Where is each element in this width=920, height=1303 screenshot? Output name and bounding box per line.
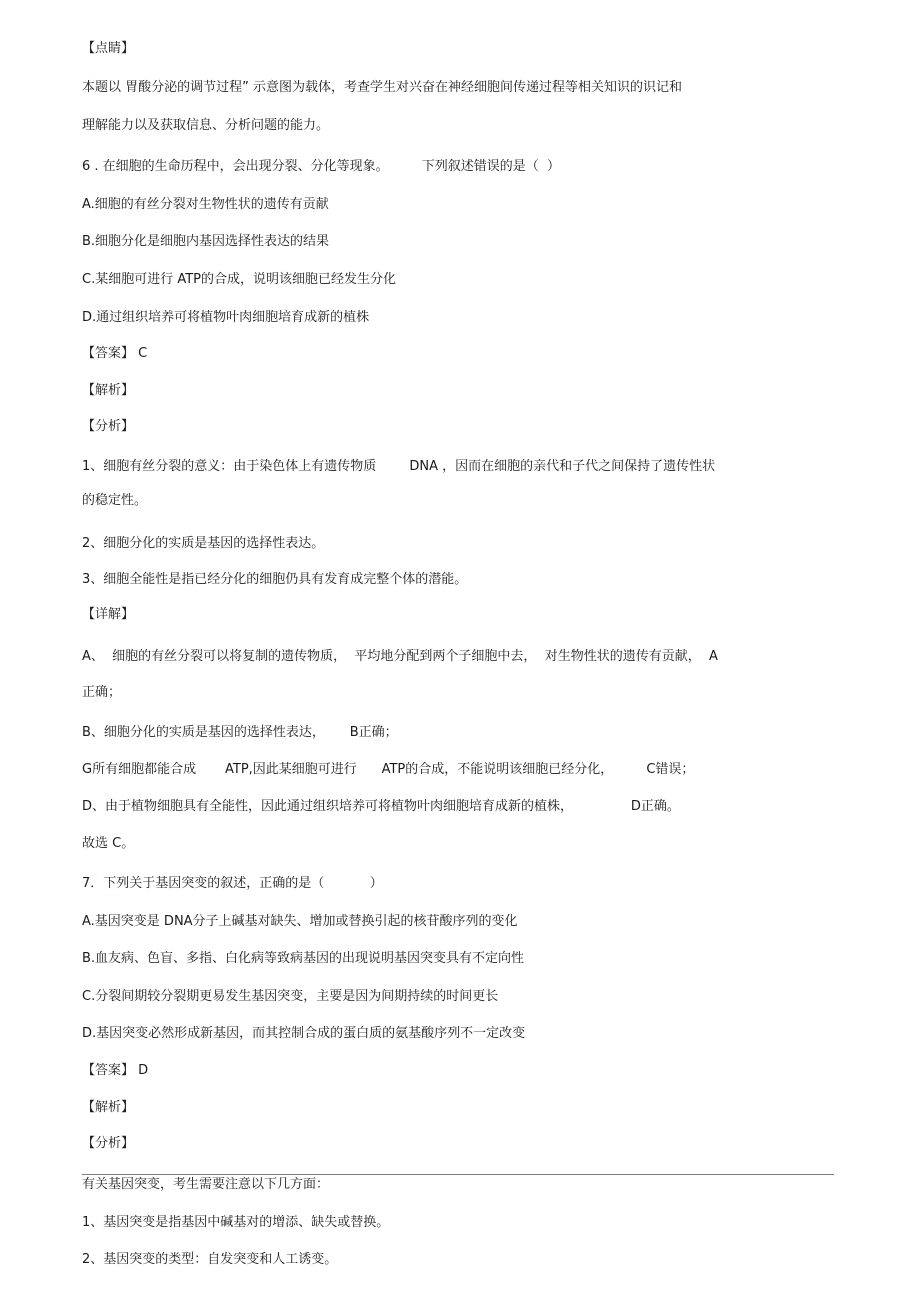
analysis-line: 2、细胞分化的实质是基因的选择性表达。	[82, 536, 325, 551]
detail-line: B、细胞分化的实质是基因的选择性表达， B正确；	[82, 725, 398, 740]
question-7-option-a: A.基因突变是 DNA分子上碱基对缺失、增加或替换引起的核苷酸序列的变化	[82, 914, 518, 929]
detail-line: A、 细胞的有丝分裂可以将复制的遗传物质， 平均地分配到两个子细胞中去， 对生物性状的遗传有贡献， A	[82, 649, 718, 664]
jiexi-heading: 【解析】	[82, 383, 135, 398]
analysis-line: 2、基因突变的类型：自发突变和人工诱变。	[82, 1252, 338, 1267]
jiexi-heading: 【解析】	[82, 1100, 135, 1115]
question-6-option-b: B.细胞分化是细胞内基因选择性表达的结果	[82, 234, 330, 249]
question-6-stem: 6 . 在细胞的生命历程中，会出现分裂、分化等现象。 下列叙述错误的是（ ）	[82, 159, 560, 174]
question-7-option-b: B.血友病、色盲、多指、白化病等致病基因的出现说明基因突变具有不定向性	[82, 951, 525, 966]
analysis-line: 3、细胞全能性是指已经分化的细胞仍具有发育成完整个体的潜能。	[82, 572, 468, 587]
analysis-line: 1、基因突变是指基因中碱基对的增添、缺失或替换。	[82, 1215, 390, 1230]
analysis-line: 有关基因突变，考生需要注意以下几方面：	[82, 1177, 330, 1192]
question-6-option-a: A.细胞的有丝分裂对生物性状的遗传有贡献	[82, 197, 329, 212]
detail-line: 正确；	[82, 685, 122, 700]
page-divider	[82, 1174, 834, 1175]
answer-label: 【答案】 D	[82, 1063, 149, 1078]
question-7-option-c: C.分裂间期较分裂期更易发生基因突变，主要是因为间期持续的时间更长	[82, 989, 499, 1004]
fenxi-heading: 【分析】	[82, 1136, 135, 1151]
analysis-line: 1、细胞有丝分裂的意义：由于染色体上有遗传物质 DNA ，因而在细胞的亲代和子代之间保持了遗传性状	[82, 459, 716, 474]
answer-label: 【答案】 C	[82, 346, 148, 361]
paragraph-line: 本题以 胃酸分泌的调节过程” 示意图为载体，考查学生对兴奋在神经细胞间传递过程等相关知识的识记和	[82, 80, 683, 95]
question-7-stem: 7．下列关于基因突变的叙述，正确的是（ ）	[82, 876, 383, 891]
conclusion-line: 故选 C。	[82, 836, 135, 851]
paragraph-line: 理解能力以及获取信息、分析问题的能力。	[82, 118, 330, 133]
question-6-option-c: C.某细胞可进行 ATP的合成，说明该细胞已经发生分化	[82, 272, 397, 287]
question-6-option-d: D.通过组织培养可将植物叶肉细胞培育成新的植株	[82, 310, 370, 325]
dianjing-heading: 【点睛】	[82, 41, 135, 56]
fenxi-heading: 【分析】	[82, 419, 135, 434]
xiangjie-heading: 【详解】	[82, 607, 135, 622]
question-7-option-d: D.基因突变必然形成新基因，而其控制合成的蛋白质的氨基酸序列不一定改变	[82, 1026, 526, 1041]
analysis-line: 的稳定性。	[82, 493, 148, 508]
detail-line: G所有细胞都能合成 ATP,因此某细胞可进行 ATP的合成，不能说明该细胞已经分化， C错误；	[82, 762, 695, 777]
detail-line: D、由于植物细胞具有全能性，因此通过组织培养可将植物叶肉细胞培育成新的植株， D正确。	[82, 799, 680, 814]
